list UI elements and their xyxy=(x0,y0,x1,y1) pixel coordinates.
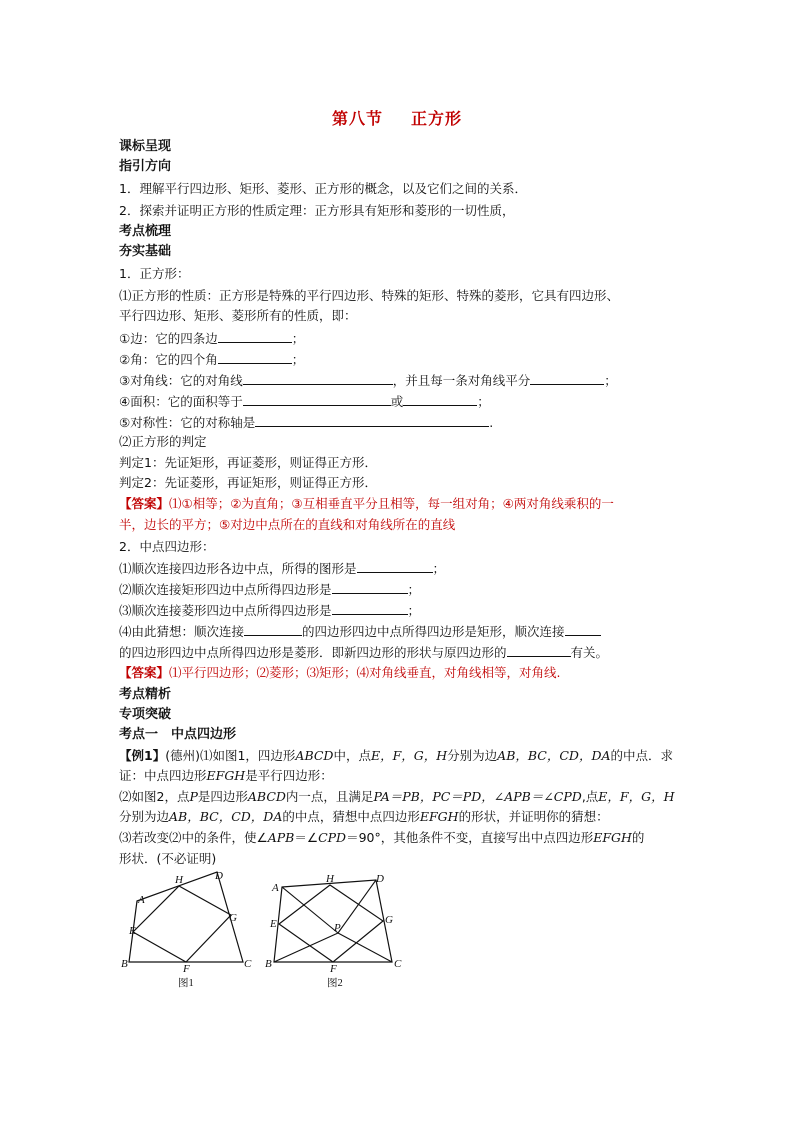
heading-zhiyin: 指引方向 xyxy=(119,159,172,174)
figure-2-caption: 图2 xyxy=(327,978,343,989)
answer-blank[interactable] xyxy=(332,580,408,594)
figure-1-caption: 图1 xyxy=(178,978,194,989)
midpoint-q2: ⑵顺次连接矩形四边中点所得四边形是 ； xyxy=(119,582,421,597)
label-g: G xyxy=(385,914,393,926)
figure-1 xyxy=(115,866,265,994)
label-c: C xyxy=(394,958,402,970)
answer-blank[interactable] xyxy=(332,601,408,615)
answer-blank[interactable] xyxy=(218,350,292,364)
page-title xyxy=(0,106,794,129)
segment-pa xyxy=(282,887,338,933)
answer-blank[interactable] xyxy=(243,392,391,406)
figure-2 xyxy=(262,866,412,994)
heading-jingxi: 考点精析 xyxy=(119,687,172,702)
answer-tag: 【答案】 xyxy=(119,496,170,511)
property-intro-line1: ⑴正方形的性质：正方形是特殊的平行四边形、特殊的矩形、特殊的菱形，它具有四边形、 xyxy=(119,288,620,303)
answer-blank[interactable] xyxy=(357,559,433,573)
property-intro-line2: 平行四边形、矩形、菱形所有的性质，即： xyxy=(119,308,357,323)
segment-pd xyxy=(338,880,376,933)
answer-blank[interactable] xyxy=(218,329,292,343)
zhiyin-item-1: 1．理解平行四边形、矩形、菱形、正方形的概念，以及它们之间的关系． xyxy=(119,181,527,196)
example1-line1: 【例1】(德州)⑴如图1，四边形ABCD中，点E，F，G，H分别为边AB，BC，CD，DA的中点．求 xyxy=(119,748,674,763)
answer-blank[interactable] xyxy=(507,643,571,657)
midpoint-q1: ⑴顺次连接四边形各边中点，所得的图形是 ； xyxy=(119,561,446,576)
zhiyin-item-2: 2．探索并证明正方形的性质定理：正方形具有矩形和菱形的一切性质， xyxy=(119,203,515,218)
label-h: H xyxy=(175,874,183,886)
property-symmetry: ⑤对称性：它的对称轴是 . xyxy=(119,415,494,430)
midpoint-q4-line1: ⑷由此猜想：顺次连接 的四边形四边中点所得四边形是矩形，顺次连接 xyxy=(119,622,601,641)
label-f: F xyxy=(330,963,337,975)
example1-line3: ⑵如图2，点P是四边形ABCD内一点，且满足PA＝PB，PC＝PD，∠APB＝∠CPD,点E，F，G，H xyxy=(119,789,675,804)
label-f: F xyxy=(183,963,190,975)
answer-tag: 【答案】 xyxy=(119,665,170,680)
property-side: ①边：它的四条边 ； xyxy=(119,331,305,346)
title-topic: 正方形 xyxy=(411,109,463,128)
judge-1: 判定1：先证矩形，再证菱形，则证得正方形． xyxy=(119,455,377,470)
segment-pc xyxy=(338,933,392,962)
answer1-line1: 【答案】⑴①相等；②为直角；③互相垂直平分且相等，每一组对角；④两对角线乘积的一 xyxy=(119,496,614,511)
midpoint-q4-line2: 的四边形四边中点所得四边形是菱形．即新四边形的形状与原四边形的 有关。 xyxy=(119,645,609,660)
label-p: P xyxy=(334,922,341,934)
answer1-line2: 半，边长的平方；⑤对边中点所在的直线和对角线所在的直线 xyxy=(119,517,456,532)
property-angle: ②角：它的四个角 ； xyxy=(119,352,305,367)
quadrilateral-abcd xyxy=(129,872,243,962)
judge-2: 判定2：先证菱形，再证矩形，则证得正方形． xyxy=(119,475,377,490)
heading-kaodian1: 考点一 中点四边形 xyxy=(119,727,237,742)
label-b: B xyxy=(121,958,128,970)
example1-line5: ⑶若改变⑵中的条件，使∠APB＝∠CPD＝90°，其他条件不变，直接写出中点四边形EFGH的 xyxy=(119,830,645,845)
title-section-number: 第八节 xyxy=(331,109,383,128)
answer-blank[interactable] xyxy=(255,413,489,427)
heading-kebiao: 课标呈现 xyxy=(119,139,172,154)
answer-blank[interactable] xyxy=(565,622,601,636)
quadrilateral-abcd xyxy=(274,880,392,962)
example-tag: 【例1】 xyxy=(119,748,166,763)
answer-blank[interactable] xyxy=(244,622,302,636)
property-area: ④面积：它的面积等于 或 ； xyxy=(119,394,490,409)
quadrilateral-efgh xyxy=(279,885,383,962)
label-a: A xyxy=(272,882,279,894)
label-d: D xyxy=(376,873,384,885)
label-g: G xyxy=(229,912,237,924)
example1-line6: 形状．(不必证明) xyxy=(119,851,217,866)
heading-hangshi: 夯实基础 xyxy=(119,244,172,259)
item1-heading: 1．正方形： xyxy=(119,266,190,281)
item2-heading: 2．中点四边形： xyxy=(119,539,215,554)
heading-kaodian: 考点梳理 xyxy=(119,224,172,239)
midpoint-q3: ⑶顺次连接菱形四边中点所得四边形是 ； xyxy=(119,603,421,618)
answer-blank[interactable] xyxy=(243,371,393,385)
answer-blank[interactable] xyxy=(530,371,604,385)
heading-zhuanxiang: 专项突破 xyxy=(119,707,172,722)
example1-line4: 分别为边AB，BC，CD，DA的中点，猜想中点四边形EFGH的形状，并证明你的猜想： xyxy=(119,809,609,824)
label-e: E xyxy=(129,925,136,937)
label-e: E xyxy=(270,918,277,930)
judge-heading: ⑵正方形的判定 xyxy=(119,434,207,449)
label-b: B xyxy=(265,958,272,970)
answer2-line: 【答案】⑴平行四边形；⑵菱形；⑶矩形；⑷对角线垂直，对角线相等，对角线. xyxy=(119,665,561,680)
example1-line2: 证：中点四边形EFGH是平行四边形： xyxy=(119,768,333,783)
label-h: H xyxy=(326,873,334,885)
segment-pb xyxy=(274,933,338,962)
answer-blank[interactable] xyxy=(403,392,477,406)
label-d: D xyxy=(215,870,223,882)
property-diagonal: ③对角线：它的对角线 ，并且每一条对角线平分 ； xyxy=(119,373,617,388)
label-c: C xyxy=(244,958,252,970)
label-a: A xyxy=(138,894,145,906)
